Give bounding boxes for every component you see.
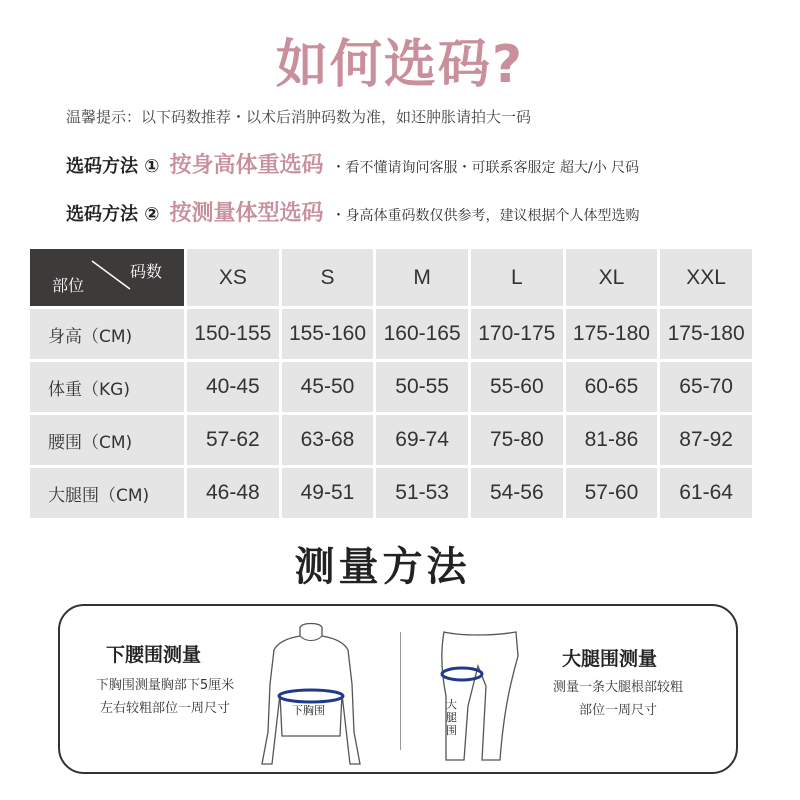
table-cell: 55-60	[471, 362, 563, 412]
thigh-measure-desc	[538, 676, 698, 722]
size-header-s: S	[282, 249, 374, 306]
table-cell: 45-50	[282, 362, 374, 412]
size-header-xs: XS	[187, 249, 279, 306]
table-cell: 57-60	[566, 468, 658, 518]
thigh-desc-line-1: 测量一条大腿根部较粗	[552, 680, 683, 695]
size-header-m: M	[376, 249, 468, 306]
table-cell: 160-165	[376, 309, 468, 359]
page-title: 如何选码?	[275, 35, 525, 95]
size-header-xxl: XXL	[660, 249, 752, 306]
corner-part-label: 部位	[52, 276, 85, 295]
measure-section-title: 测量方法	[294, 544, 471, 590]
table-cell: 87-92	[660, 415, 752, 465]
method-2	[66, 196, 640, 228]
thigh-desc-line-2: 部位一周尺寸	[578, 703, 657, 718]
table-cell: 57-62	[187, 415, 279, 465]
table-cell: 51-53	[376, 468, 468, 518]
method-1-label: 选码方法 ①	[66, 156, 160, 177]
thigh-measure-title: 大腿围测量	[562, 648, 658, 670]
waist-measure-title: 下腰围测量	[106, 644, 202, 666]
table-cell: 81-86	[566, 415, 658, 465]
waist-measure-desc	[80, 674, 250, 720]
table-cell: 170-175	[471, 309, 563, 359]
method-1	[66, 148, 639, 180]
table-cell: 50-55	[376, 362, 468, 412]
size-header-xl: XL	[566, 249, 658, 306]
method-2-note: ・身高体重码数仅供参考，建议根据个人体型选购	[331, 208, 640, 224]
corner-size-label: 码数	[129, 262, 162, 281]
table-row-weight	[30, 362, 752, 412]
guide-divider	[400, 632, 401, 750]
measure-guide-box	[58, 604, 738, 774]
row-label-weight: 体重（KG)	[30, 362, 184, 412]
table-cell: 69-74	[376, 415, 468, 465]
table-cell: 54-56	[471, 468, 563, 518]
method-1-note: ・看不懂请询问客服・可联系客服定 超大/小 尺码	[331, 160, 640, 176]
table-cell: 46-48	[187, 468, 279, 518]
table-cell: 63-68	[282, 415, 374, 465]
torso-figure-label: 下胸围	[292, 704, 325, 717]
torso-figure-icon	[256, 614, 366, 770]
waist-desc-line-1: 下胸围测量胸部下5厘米	[95, 678, 235, 693]
leg-figure-label: 大腿围	[446, 698, 457, 737]
table-cell: 65-70	[660, 362, 752, 412]
size-chart-table	[27, 246, 755, 521]
table-cell: 75-80	[471, 415, 563, 465]
table-cell: 150-155	[187, 309, 279, 359]
table-corner-cell	[30, 249, 184, 306]
table-row-thigh	[30, 468, 752, 518]
table-cell: 155-160	[282, 309, 374, 359]
table-cell: 175-180	[566, 309, 658, 359]
method-2-highlight: 按测量体型选码	[169, 201, 324, 226]
row-label-height: 身高（CM)	[30, 309, 184, 359]
table-cell: 60-65	[566, 362, 658, 412]
size-header-l: L	[471, 249, 563, 306]
table-cell: 61-64	[660, 468, 752, 518]
table-cell: 40-45	[187, 362, 279, 412]
tip-text: 温馨提示：以下码数推荐・以术后消肿码数为准，如还肿胀请拍大一码	[66, 108, 532, 126]
table-cell: 49-51	[282, 468, 374, 518]
table-row-height	[30, 309, 752, 359]
waist-desc-line-2: 左右较粗部位一周尺寸	[99, 701, 230, 716]
method-2-label: 选码方法 ②	[66, 204, 160, 225]
method-1-highlight: 按身高体重选码	[169, 153, 324, 178]
row-label-waist: 腰围（CM)	[30, 415, 184, 465]
row-label-thigh: 大腿围（CM)	[30, 468, 184, 518]
table-cell: 175-180	[660, 309, 752, 359]
table-row-waist	[30, 415, 752, 465]
size-header-row	[30, 249, 752, 306]
leg-figure-icon	[432, 626, 528, 766]
